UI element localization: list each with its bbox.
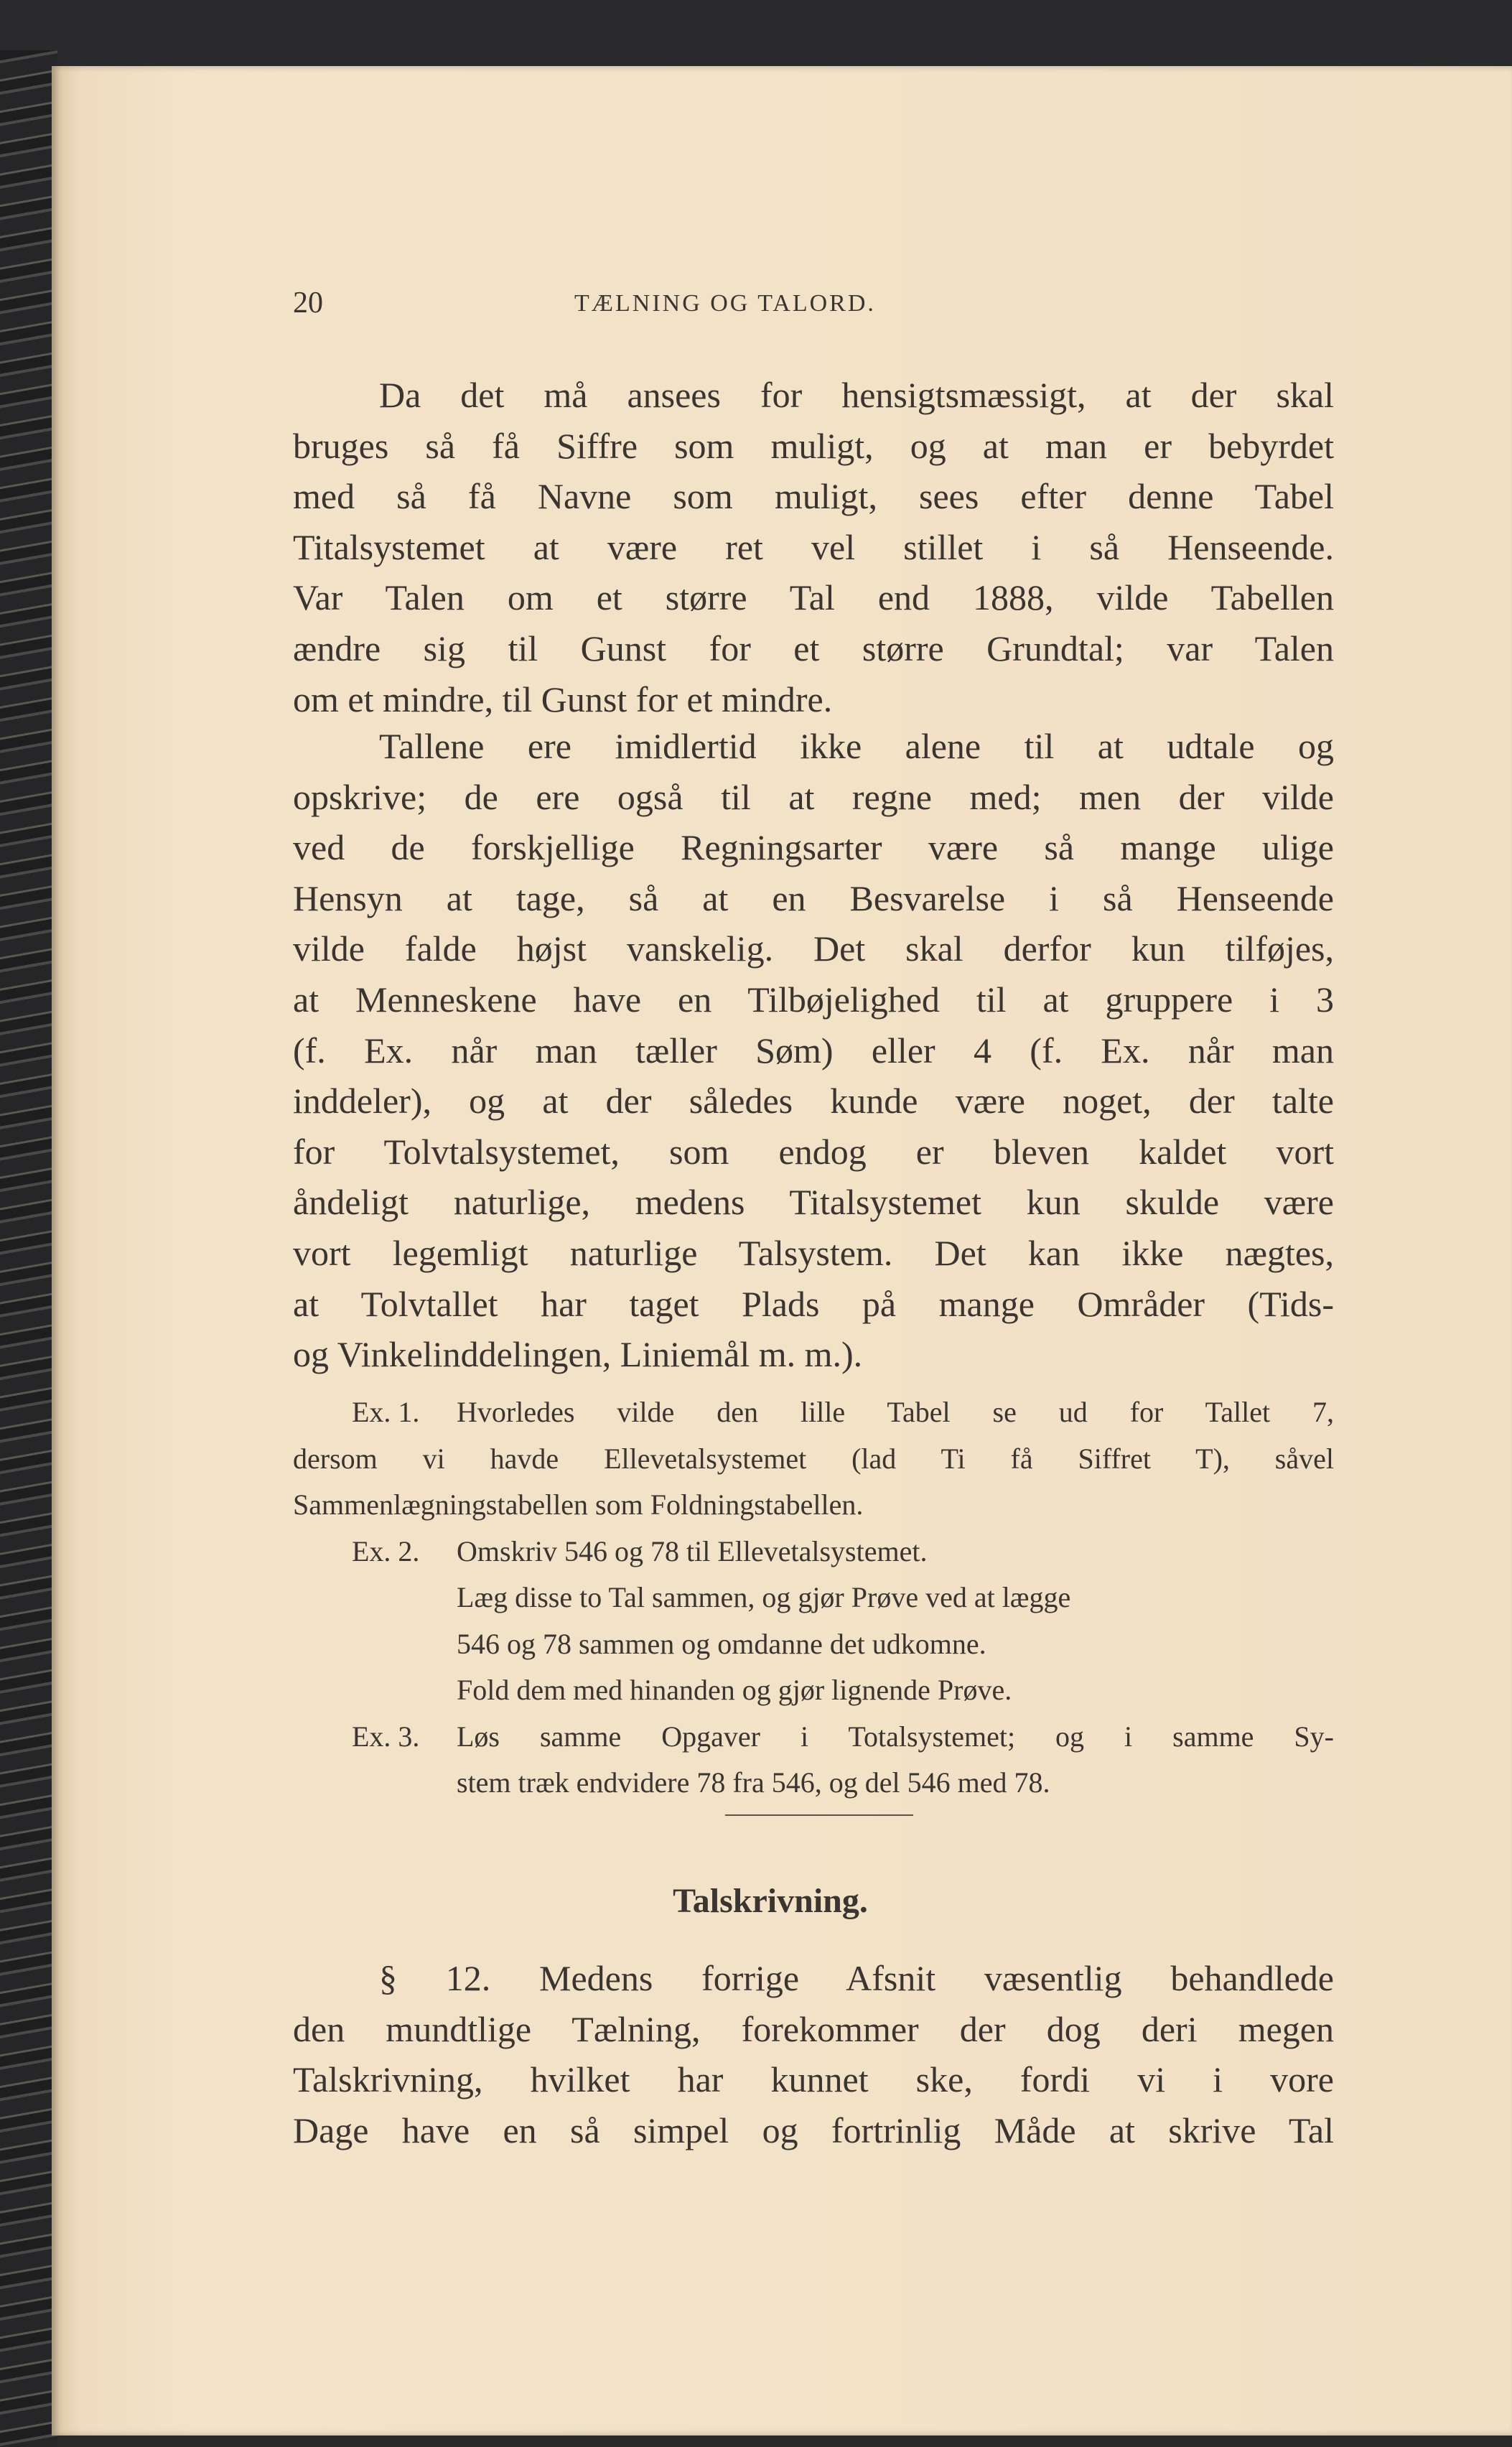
text-line: § 12. Medens forrige Afsnit væsentlig behandlede	[379, 1958, 1334, 1998]
book-binding	[0, 50, 57, 2447]
text-line: for Tolvtalsystemet, som endog er bleven kaldet vort	[293, 1131, 1334, 1172]
exercise-line: 546 og 78 sammen og omdanne det udkomne.	[457, 1627, 986, 1660]
text-line: vort legemligt naturlige Talsystem. Det kan ikke nægtes,	[293, 1233, 1334, 1273]
page-number: 20	[293, 286, 323, 320]
text-line: med så få Navne som muligt, sees efter denne Tabel	[293, 476, 1334, 517]
text-line: ændre sig til Gunst for et større Grundtal; var Talen	[293, 628, 1334, 668]
text-line: Talskrivning, hvilket har kunnet ske, fordi vi i vore	[293, 2059, 1334, 2100]
exercise-line: Omskriv 546 og 78 til Ellevetalsystemet.	[457, 1534, 928, 1567]
exercise-line: stem træk endvidere 78 fra 546, og del 546 med 78.	[457, 1766, 1050, 1799]
text-line: at Tolvtallet har taget Plads på mange Områder (Tids-	[293, 1283, 1334, 1324]
text-line: Titalsystemet at være ret vel stillet i så Henseende.	[293, 526, 1334, 567]
exercise-line: Hvorledes vilde den lille Tabel se ud for Tallet 7,	[457, 1396, 1334, 1428]
section-divider	[725, 1814, 913, 1816]
running-title: TÆLNING OG TALORD.	[574, 290, 876, 317]
text-line: inddeler), og at der således kunde være noget, der talte	[293, 1081, 1334, 1122]
text-line: og Vinkelinddelingen, Liniemål m. m.).	[293, 1334, 863, 1375]
text-line: den mundtlige Tælning, forekommer der dog deri megen	[293, 2008, 1334, 2049]
text-line: Da det må ansees for hensigtsmæssigt, at der skal	[379, 375, 1334, 415]
exercise-line: Læg disse to Tal sammen, og gjør Prøve ved at lægge	[457, 1581, 1071, 1613]
exercise-label: Ex. 3.	[352, 1720, 420, 1753]
text-line: ved de forskjellige Regningsarter være så mange ulige	[293, 827, 1334, 868]
section-heading: Talskrivning.	[673, 1882, 868, 1920]
text-line: Hensyn at tage, så at en Besvarelse i så Henseende	[293, 877, 1334, 918]
exercise-line: Sammenlægningstabellen som Foldningstabellen.	[293, 1488, 864, 1521]
text-line: opskrive; de ere også til at regne med; men der vilde	[293, 776, 1334, 817]
text-line: Var Talen om et større Tal end 1888, vilde Tabellen	[293, 577, 1334, 618]
exercise-label: Ex. 1.	[352, 1396, 420, 1428]
text-line: at Menneskene have en Tilbøjelighed til at gruppere i 3	[293, 979, 1334, 1020]
text-line: åndeligt naturlige, medens Titalsystemet kun skulde være	[293, 1182, 1334, 1223]
exercise-label: Ex. 2.	[352, 1534, 420, 1567]
text-line: bruges så få Siffre som muligt, og at man er bebyrdet	[293, 425, 1334, 466]
exercise-line: dersom vi havde Ellevetalsystemet (lad Ti få Siffret T), såvel	[293, 1442, 1334, 1475]
text-line: vilde falde højst vanskelig. Det skal derfor kun tilføjes,	[293, 928, 1334, 969]
exercise-line: Løs samme Opgaver i Totalsystemet; og i samme Sy-	[457, 1720, 1334, 1753]
text-line: Tallene ere imidlertid ikke alene til at udtale og	[379, 726, 1334, 766]
exercise-line: Fold dem med hinanden og gjør lignende Prøve.	[457, 1674, 1012, 1706]
text-line: om et mindre, til Gunst for et mindre.	[293, 679, 833, 719]
text-line: Dage have en så simpel og fortrinlig Måde at skrive Tal	[293, 2110, 1334, 2150]
text-line: (f. Ex. når man tæller Søm) eller 4 (f. Ex. når man	[293, 1030, 1334, 1071]
